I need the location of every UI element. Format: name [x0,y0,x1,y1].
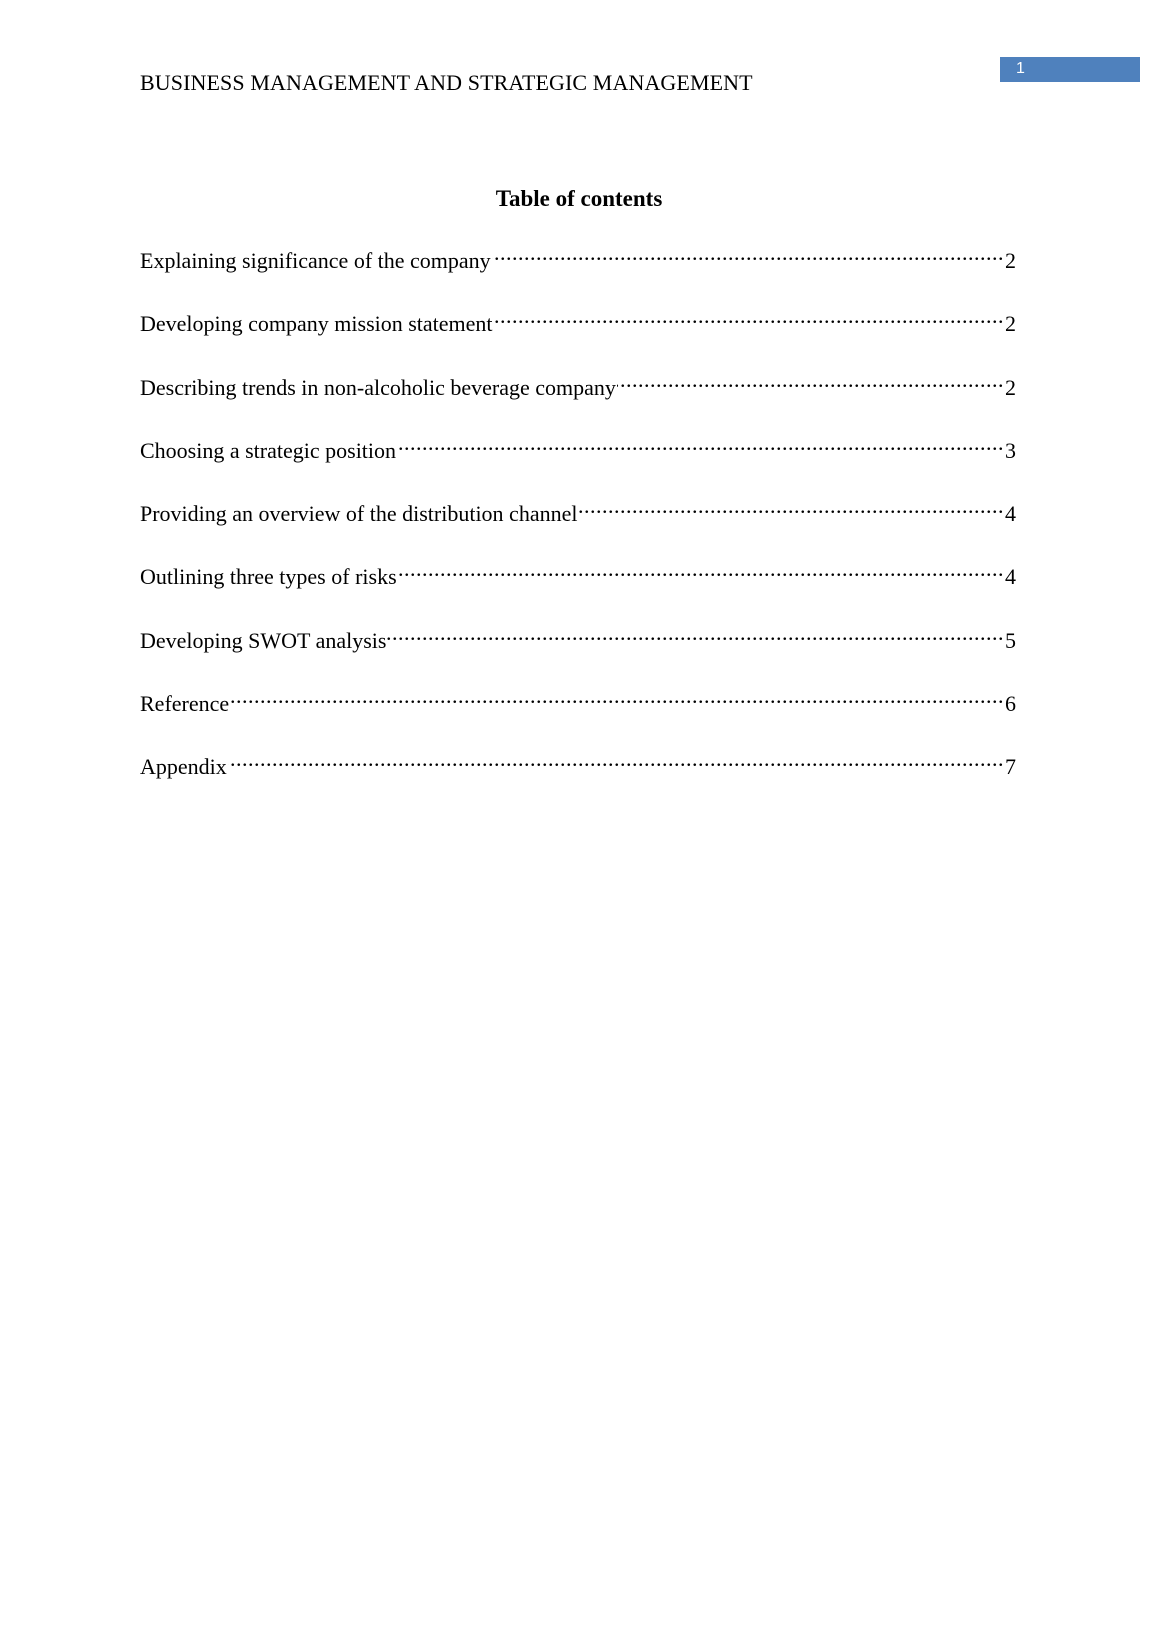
toc-entry-label: Developing company mission statement [140,311,493,337]
running-head: BUSINESS MANAGEMENT AND STRATEGIC MANAGEMENT [140,70,753,95]
toc-entry-label: Explaining significance of the company [140,248,491,273]
toc-entry-page: 4 [1005,501,1016,527]
page-number: 1 [1016,60,1025,77]
toc-entry[interactable] [140,238,1016,301]
toc-entry-label: Choosing a strategic position [140,437,397,463]
toc-entry[interactable] [140,618,1016,681]
toc-dot-leader [397,428,1004,458]
table-of-contents [140,238,1016,808]
toc-entry-label: Describing trends in non-alcoholic beverage company [140,374,616,400]
toc-entry[interactable] [140,681,1016,744]
toc-entry[interactable] [140,301,1016,364]
toc-dot-leader [578,491,1004,521]
toc-dot-leader [387,618,1004,648]
toc-entry-label: Appendix [140,754,227,780]
toc-entry[interactable] [140,428,1016,491]
toc-dot-leader [228,744,1004,774]
toc-entry-page: 5 [1005,627,1016,653]
toc-entry[interactable] [140,491,1016,554]
toc-entry[interactable] [140,744,1016,807]
toc-entry-page: 2 [1005,248,1016,273]
toc-entry-page: 6 [1005,691,1016,717]
toc-entry-label: Developing SWOT analysis [140,627,387,653]
toc-entry-page: 4 [1005,564,1016,590]
toc-dot-leader [398,554,1004,584]
toc-dot-leader [617,365,1004,395]
toc-dot-leader [230,681,1004,711]
toc-entry-label: Providing an overview of the distribution channel [140,501,578,527]
toc-entry-page: 2 [1005,311,1016,337]
toc-entry-page: 2 [1005,374,1016,400]
toc-entry-label: Outlining three types of risks [140,564,397,590]
toc-entry[interactable] [140,365,1016,428]
toc-dot-leader [492,238,1004,268]
toc-entry-label: Reference [140,691,230,717]
toc-title: Table of contents [495,186,663,211]
toc-dot-leader [494,301,1004,331]
toc-entry-page: 3 [1005,437,1016,463]
toc-entry-page: 7 [1005,754,1016,780]
toc-entry[interactable] [140,554,1016,617]
page-number-badge [1000,57,1140,82]
